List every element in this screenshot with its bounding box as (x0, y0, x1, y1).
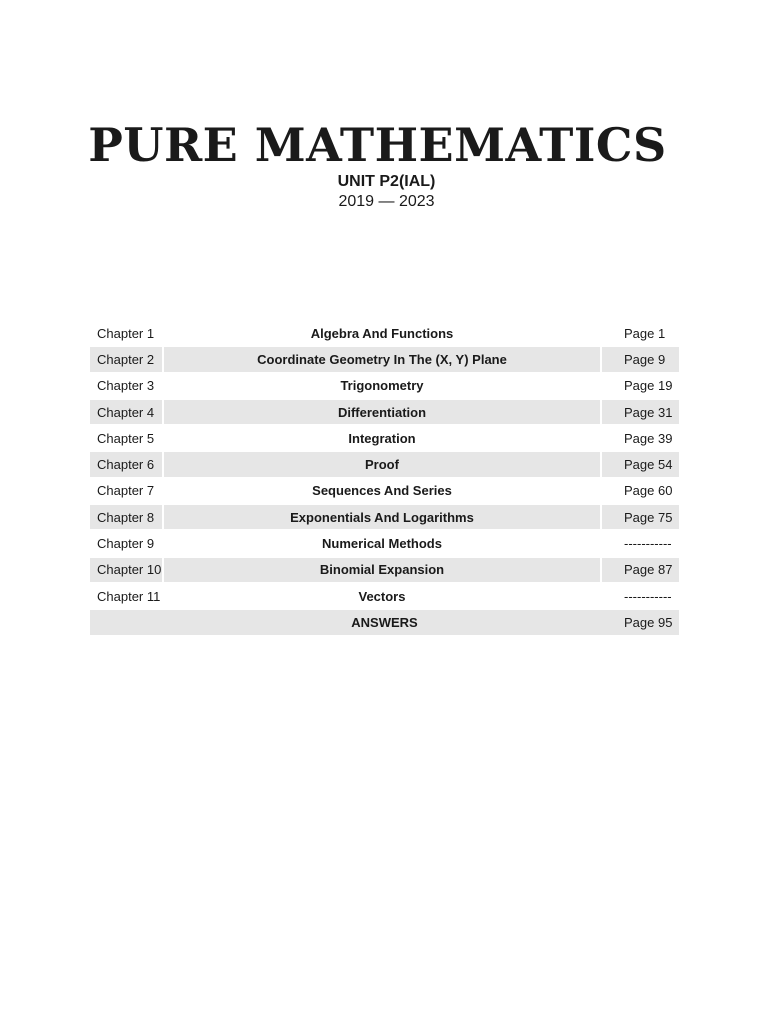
toc-chapter-number: Chapter 2 (90, 347, 162, 371)
toc-row (90, 346, 679, 372)
toc-chapter-number: Chapter 7 (97, 483, 155, 499)
toc-chapter-title: Exponentials And Logarithms (164, 505, 600, 529)
toc-chapter-number: Chapter 11 (97, 588, 161, 604)
toc-row (90, 530, 679, 556)
toc-chapter-title: Trigonometry (340, 378, 424, 394)
toc-answers-row (90, 609, 679, 635)
toc-row (90, 373, 679, 399)
toc-chapter-number: Chapter 8 (90, 505, 162, 529)
toc-chapter-number: Chapter 3 (97, 378, 155, 394)
toc-page-number: Page 9 (602, 347, 679, 371)
toc-page-number: Page 19 (624, 378, 673, 394)
toc-chapter-title: Differentiation (164, 400, 600, 424)
toc-page-number: ----------- (624, 588, 672, 604)
toc-row (90, 425, 679, 451)
toc-chapter-number: Chapter 5 (97, 430, 155, 446)
toc-chapter-number: Chapter 4 (90, 400, 162, 424)
toc-answers-page: Page 95 (624, 614, 673, 630)
year-range: 2019 — 2023 (338, 193, 435, 210)
document-title: PURE MATHEMATICS (88, 118, 667, 172)
toc-answers-title: ANSWERS (90, 610, 679, 634)
toc-chapter-number: Chapter 9 (97, 536, 155, 552)
toc-row (90, 557, 679, 583)
toc-row (90, 399, 679, 425)
toc-chapter-title: Binomial Expansion (164, 558, 600, 582)
toc-chapter-title: Algebra And Functions (310, 325, 454, 341)
toc-row (90, 451, 679, 477)
toc-chapter-title: Proof (164, 452, 600, 476)
unit-subtitle: UNIT P2(IAL) (337, 173, 436, 190)
toc-page-number: Page 31 (602, 400, 679, 424)
toc-row (90, 504, 679, 530)
toc-row (90, 320, 679, 346)
toc-row (90, 583, 679, 609)
toc-chapter-title: Coordinate Geometry In The (X, Y) Plane (164, 347, 600, 371)
toc-page-number: Page 39 (624, 430, 673, 446)
toc-page-number: Page 75 (602, 505, 679, 529)
toc-chapter-title: Numerical Methods (322, 536, 442, 552)
toc-chapter-title: Integration (348, 430, 416, 446)
toc-chapter-title: Vectors (358, 588, 406, 604)
toc-page-number: ----------- (624, 536, 672, 552)
toc-chapter-number: Chapter 6 (90, 452, 162, 476)
table-of-contents (90, 320, 679, 636)
toc-page-number: Page 60 (624, 483, 673, 499)
toc-chapter-number: Chapter 1 (97, 325, 155, 341)
toc-chapter-number: Chapter 10 (90, 558, 162, 582)
toc-chapter-title: Sequences And Series (312, 483, 452, 499)
toc-row (90, 478, 679, 504)
toc-page-number: Page 87 (602, 558, 679, 582)
toc-page-number: Page 1 (624, 325, 666, 341)
toc-page-number: Page 54 (602, 452, 679, 476)
